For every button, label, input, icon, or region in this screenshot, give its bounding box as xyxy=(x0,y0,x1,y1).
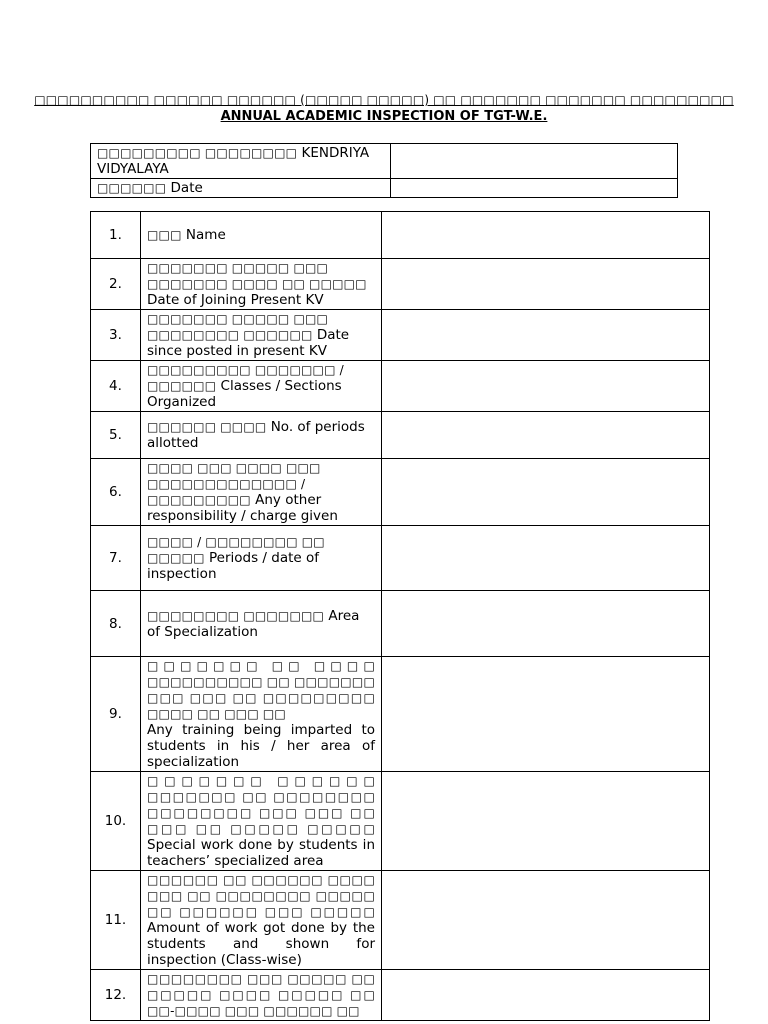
inspection-table xyxy=(90,211,710,1021)
date-label: □□□□□□ Date xyxy=(91,179,391,198)
row-number: 7. xyxy=(91,526,141,591)
table-row xyxy=(91,871,710,970)
row-label: □□□□□□□□ □□□□□□□ Area of Specialization xyxy=(141,591,382,657)
row-label: □□□□□□□□ □□□ □□□□□ □□ □□□□□ □□□□ □□□□□ □□ □□-□□□□ □□□ □□□□□□ □□ xyxy=(141,970,382,1021)
row-value[interactable] xyxy=(382,259,710,310)
row-value[interactable] xyxy=(382,657,710,772)
header-row-kv xyxy=(91,144,678,179)
row-label: □□□□□□□ □□□□□ □□□ □□□□□□□□ □□□□□□ Date since posted in present KV xyxy=(141,310,382,361)
table-row xyxy=(91,310,710,361)
row-label: □□□□ / □□□□□□□□ □□ □□□□□ Periods / date of inspection xyxy=(141,526,382,591)
header-row-date xyxy=(91,179,678,198)
row-number: 4. xyxy=(91,361,141,412)
row-number: 3. xyxy=(91,310,141,361)
table-row xyxy=(91,459,710,526)
row-label: □□□□□□ □□□□ No. of periods allotted xyxy=(141,412,382,459)
row-number: 8. xyxy=(91,591,141,657)
row-value[interactable] xyxy=(382,412,710,459)
row-number: 9. xyxy=(91,657,141,772)
table-row xyxy=(91,657,710,772)
row-number: 1. xyxy=(91,212,141,259)
header-table xyxy=(90,143,678,198)
table-row xyxy=(91,772,710,871)
table-row xyxy=(91,591,710,657)
row-value[interactable] xyxy=(382,459,710,526)
row-value[interactable] xyxy=(382,212,710,259)
date-value[interactable] xyxy=(391,179,678,198)
row-label: □□□□□□□ □□□□□ □□□ □□□□□□□ □□□□ □□ □□□□□ Date of Joining Present KV xyxy=(141,259,382,310)
row-label: □□□□□□ □□ □□□□□□ □□□□ □□□ □□ □□□□□□□□ □□□□□ □□ □□□□□□ □□□ □□□□□ Amount of work got done by the students and shown for inspection (Class-wise) xyxy=(141,871,382,970)
row-label: □□□□□□□ □□ □□□□ □□□□□□□□□□ □□ □□□□□□□ □□□ □□□ □□ □□□□□□□□□ □□□□ □□ □□□ □□ Any training being imparted to students in his / her area of specialization xyxy=(141,657,382,772)
table-row xyxy=(91,412,710,459)
table-row xyxy=(91,212,710,259)
row-label: □□□ Name xyxy=(141,212,382,259)
row-value[interactable] xyxy=(382,361,710,412)
row-number: 6. xyxy=(91,459,141,526)
row-number: 12. xyxy=(91,970,141,1021)
row-value[interactable] xyxy=(382,310,710,361)
row-value[interactable] xyxy=(382,772,710,871)
row-number: 11. xyxy=(91,871,141,970)
row-number: 2. xyxy=(91,259,141,310)
row-value[interactable] xyxy=(382,526,710,591)
row-label: □□□□□□□ □□□□□□ □□□□□□□ □□ □□□□□□□□ □□□□□□□□ □□□ □□□ □□ □□□ □□ □□□□□ □□□□□ Special work done by students in teachers’ specialized area xyxy=(141,772,382,871)
row-number: 5. xyxy=(91,412,141,459)
kv-value[interactable] xyxy=(391,144,678,179)
table-row xyxy=(91,970,710,1021)
kv-label: □□□□□□□□□ □□□□□□□□ KENDRIYA VIDYALAYA xyxy=(91,144,391,179)
row-value[interactable] xyxy=(382,591,710,657)
row-label: □□□□ □□□ □□□□ □□□ □□□□□□□□□□□□□ / □□□□□□□□□ Any other responsibility / charge given xyxy=(141,459,382,526)
title-hindi: □□□□□□□□□□ □□□□□□ □□□□□□ (□□□□□ □□□□□) □□ □□□□□□□ □□□□□□□ □□□□□□□□□ xyxy=(34,93,734,107)
row-number: 10. xyxy=(91,772,141,871)
document-title xyxy=(0,93,768,125)
table-row xyxy=(91,259,710,310)
table-row xyxy=(91,361,710,412)
table-row xyxy=(91,526,710,591)
title-english: ANNUAL ACADEMIC INSPECTION OF TGT-W.E. xyxy=(220,109,548,124)
row-value[interactable] xyxy=(382,970,710,1021)
row-value[interactable] xyxy=(382,871,710,970)
row-label: □□□□□□□□□ □□□□□□□ / □□□□□□ Classes / Sections Organized xyxy=(141,361,382,412)
